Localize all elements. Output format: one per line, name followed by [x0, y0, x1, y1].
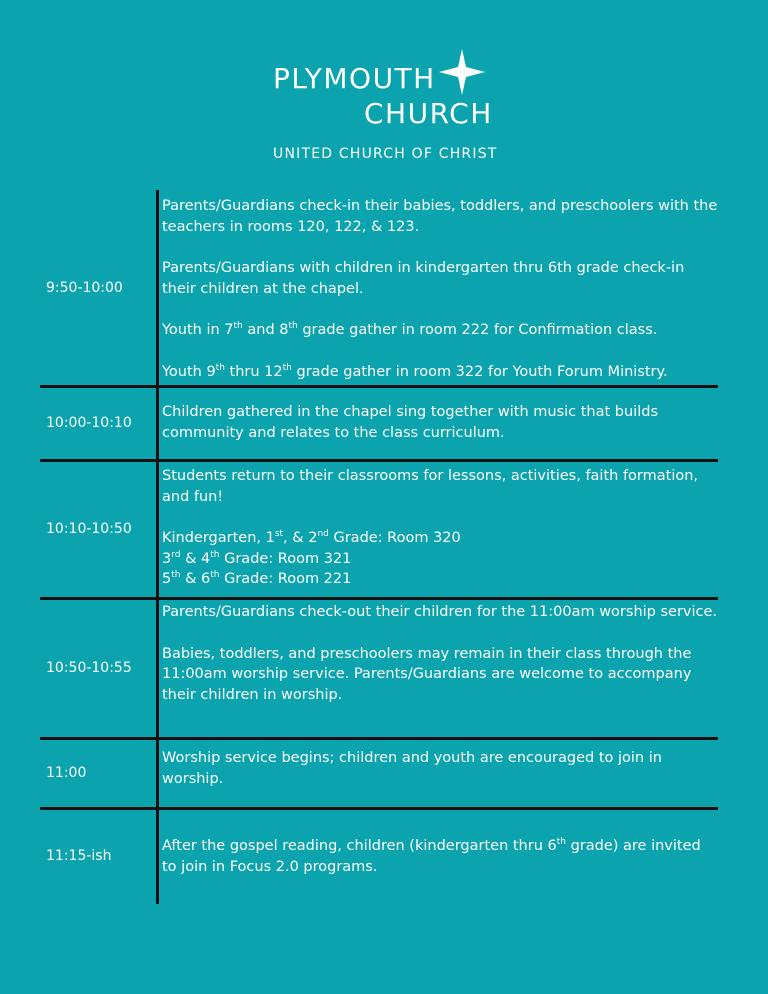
- ordinal-suffix: rd: [171, 549, 181, 560]
- schedule-row: [40, 460, 718, 598]
- ordinal-suffix: th: [288, 321, 298, 332]
- description-paragraph: Kindergarten, 1st, & 2nd Grade: Room 320 3rd & 4th Grade: Room 321 5th & 6th Grade: Room 221: [162, 529, 461, 587]
- ordinal-suffix: st: [274, 529, 284, 540]
- description-paragraph: Worship service begins; children and youth are encouraged to join in worship.: [162, 750, 662, 787]
- schedule-row: [40, 386, 718, 460]
- row-separator: [40, 597, 718, 600]
- activity-description: [162, 602, 718, 705]
- description-paragraph: Children gathered in the chapel sing together with music that builds community and relates to the class curriculum.: [162, 404, 658, 441]
- description-paragraph: Parents/Guardians check-out their children for the 11:00am worship service.: [162, 604, 718, 620]
- row-separator: [40, 385, 718, 388]
- schedule-row: [40, 190, 718, 386]
- ordinal-suffix: th: [282, 362, 292, 373]
- ordinal-suffix: th: [210, 570, 220, 581]
- activity-description: [162, 196, 718, 382]
- schedule-row: [40, 808, 718, 904]
- description-paragraph: Students return to their classrooms for lessons, activities, faith formation, and fun!: [162, 468, 699, 505]
- ordinal-suffix: nd: [317, 529, 329, 540]
- schedule-row: [40, 598, 718, 738]
- description-paragraph: Youth 9th thru 12th grade gather in room 322 for Youth Forum Ministry.: [162, 362, 668, 380]
- church-logo: [0, 0, 768, 170]
- ordinal-suffix: th: [171, 570, 181, 581]
- row-separator: [40, 737, 718, 740]
- ordinal-suffix: th: [210, 549, 220, 560]
- row-separator: [40, 807, 718, 810]
- activity-description: [162, 466, 718, 590]
- activity-description: [162, 748, 718, 789]
- logo-line-plymouth: PLYMOUTH: [273, 62, 436, 95]
- ordinal-suffix: th: [233, 321, 243, 332]
- row-separator: [40, 459, 718, 462]
- time-slot: 10:00-10:10: [46, 415, 132, 431]
- description-paragraph: Youth in 7th and 8th grade gather in room 222 for Confirmation class.: [162, 321, 658, 338]
- star-icon: [439, 49, 485, 95]
- activity-description: [162, 402, 718, 443]
- description-paragraph: Parents/Guardians check-in their babies, toddlers, and preschoolers with the teachers in rooms 120, 122, & 123.: [162, 198, 718, 235]
- time-slot: 11:15-ish: [46, 848, 112, 864]
- time-slot: 10:10-10:50: [46, 521, 132, 537]
- time-slot: 9:50-10:00: [46, 280, 123, 296]
- description-paragraph: Parents/Guardians with children in kindergarten thru 6th grade check-in their children at the chapel.: [162, 260, 685, 297]
- activity-description: [162, 836, 718, 877]
- time-slot: 11:00: [46, 765, 87, 781]
- logo-line-ucc: UNITED CHURCH OF CHRIST: [273, 146, 498, 162]
- ordinal-suffix: th: [556, 837, 566, 848]
- schedule-row: [40, 738, 718, 808]
- logo-line-church: CHURCH: [364, 97, 493, 130]
- ordinal-suffix: th: [215, 362, 225, 373]
- description-paragraph: Babies, toddlers, and preschoolers may remain in their class through the 11:00am worship service. Parents/Guardians are welcome to accompany their children in worship.: [162, 645, 692, 703]
- time-slot: 10:50-10:55: [46, 660, 132, 676]
- description-paragraph: After the gospel reading, children (kindergarten thru 6th grade) are invited to join in Focus 2.0 programs.: [162, 837, 701, 875]
